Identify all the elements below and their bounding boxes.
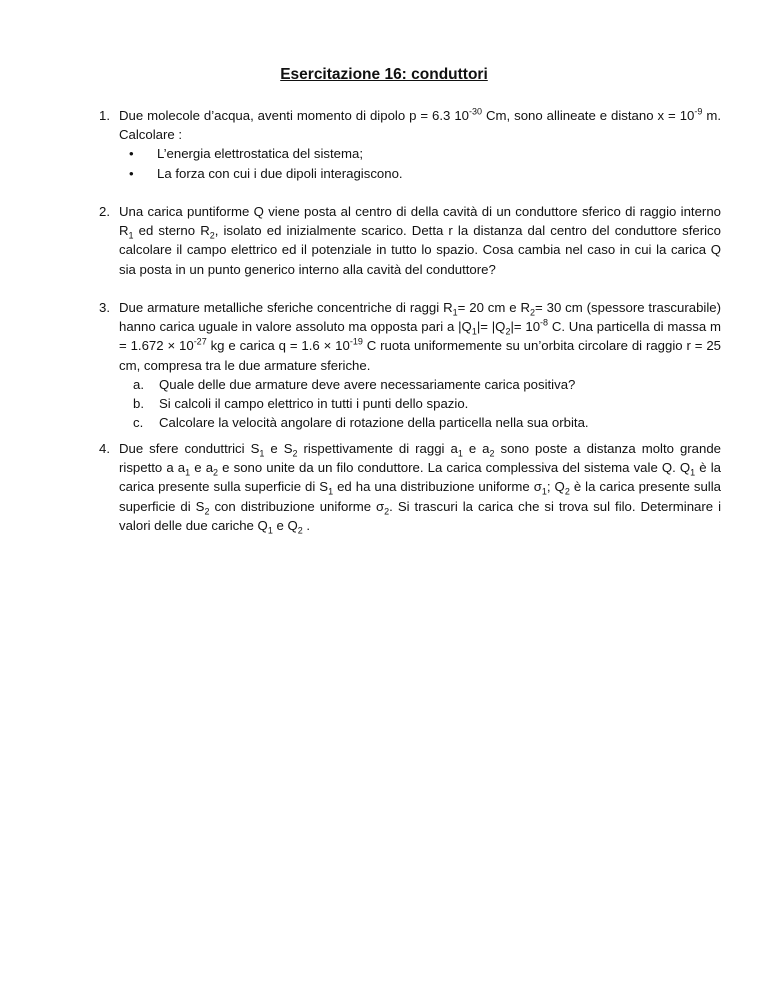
exercise-text: Due sfere conduttrici $S_1$ e $S_2$ rispettivamente di raggi $a_1$ e $a_2$ sono poste a distanza molto grande rispetto a $a_1$ e $a_2$ e sono unite da un filo conduttore. La carica complessiva del sistema vale Q. $Q_1$ è la carica presente sulla superficie di $S_1$ ed ha una distribuzione uniforme $\sigma_1$; $Q_2$ è la carica presente sulla superficie di $S_2$ con distribuzione uniforme $\sigma_2$. Si trascuri la carica che si trova sul filo. Determinare i valori delle due cariche $Q_1$ e $Q_2$ . [119, 441, 722, 536]
exercise-2 [99, 202, 721, 279]
bullet-icon: • [129, 165, 134, 181]
page-title: Esercitazione 16: conduttori [280, 66, 488, 83]
exercise-3 [99, 298, 721, 432]
list-item: a. Quale delle due armature deve avere necessariamente carica positiva? [133, 376, 576, 392]
list-item: b. Si calcoli il campo elettrico in tutti i punti dello spazio. [133, 396, 469, 412]
sub-question-list [119, 375, 721, 433]
bullet-icon: • [129, 146, 134, 162]
exercise-text: Due armature metalliche sferiche concentriche di raggi $R_1= 20$ cm e $R_2= 30$ cm (spessore trascurabile) hanno carica uguale in valore assoluto ma opposta pari a $|Q_1|= |Q_2|= 10^{-8}$ C. Una particella di massa $m = 1.672 \times 10^{-27}$ kg e carica $q = 1.6 \times 10^{-19}$ C ruota uniformemente su un’orbita circolare di raggio r = 25 cm, compresa tra le due armature sferiche. [119, 300, 721, 373]
bullet-list [129, 144, 721, 182]
exercise-text: Una carica puntiforme Q viene posta al centro di della cavità di un conduttore sferico di raggio interno $R_1$ ed sterno $R_2$, isolato ed inizialmente scarico. Detta r la distanza dal centro del conduttore sferico calcolare il campo elettrico ed il potenziale in tutto lo spazio. Cosa cambia nel caso in cui la carica Q sia posta in un punto generico interno alla cavità del conduttore? [119, 204, 721, 277]
list-item: c. Calcolare la velocità angolare di rotazione della particella nella sua orbita. [133, 415, 589, 431]
list-item: • La forza con cui i due dipoli interagiscono. [129, 164, 721, 183]
exercise-1 [99, 106, 721, 183]
exercise-number: 3. [99, 300, 110, 315]
exercise-4 [99, 439, 722, 536]
exercise-number: 1. [99, 108, 110, 123]
exercise-number: 2. [99, 204, 110, 219]
exercise-text: Due molecole d’acqua, aventi momento di dipolo p = 6.3 $10^{-30}$ Cm, sono allineate e distano $x = 10^{-9}$ m. Calcolare : [119, 106, 721, 143]
exercise-number: 4. [99, 441, 110, 456]
list-item: • L’energia elettrostatica del sistema; [129, 144, 721, 163]
